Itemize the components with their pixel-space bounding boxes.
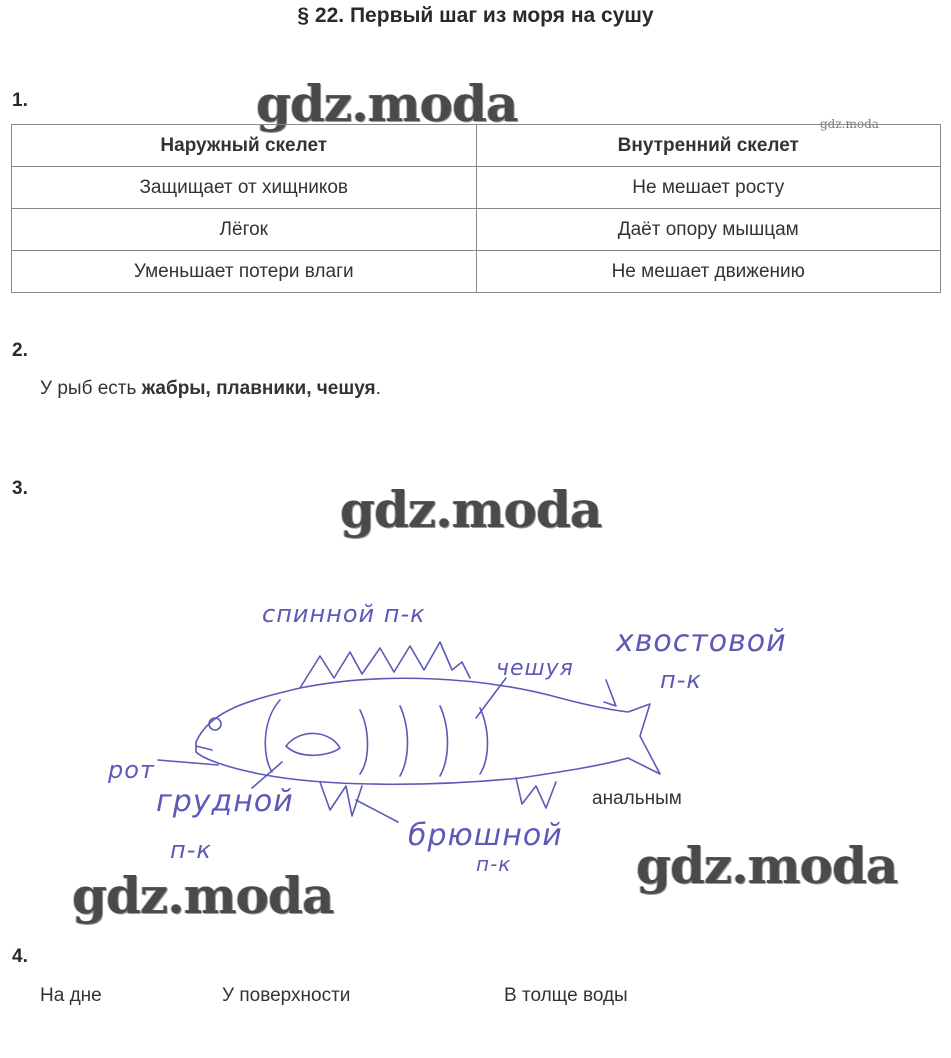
scale-lines — [360, 706, 488, 776]
ventral-pointer — [356, 800, 398, 822]
column-header-external: Наружный скелет — [12, 125, 477, 167]
table-row — [12, 251, 941, 293]
fish-gill-line — [265, 700, 280, 772]
label-pectoral-fin-abbr: п-к — [170, 836, 212, 864]
label-mouth: рот — [108, 756, 155, 784]
fish-eye — [209, 718, 221, 730]
label-dorsal-fin: спинной п-к — [262, 600, 426, 628]
table-cell: Не мешает росту — [476, 167, 941, 209]
table-cell: Не мешает движению — [476, 251, 941, 293]
watermark: gdz.moda — [256, 74, 518, 133]
task-1-number: 1. — [12, 90, 28, 111]
label-ventral-fin-abbr: п-к — [476, 852, 512, 876]
table-row — [12, 209, 941, 251]
option-water-column: В толще воды — [504, 985, 628, 1006]
table-cell: Лёгок — [12, 209, 477, 251]
label-anal-fin: анальным — [592, 788, 682, 809]
fish-mouth — [196, 746, 212, 750]
watermark: gdz.moda — [72, 866, 334, 925]
tail-pointer — [604, 680, 616, 706]
watermark-small: gdz.moda — [820, 117, 879, 131]
answer-prefix: У рыб есть — [40, 378, 142, 399]
label-scales: чешуя — [496, 656, 574, 681]
label-ventral-fin: брюшной — [408, 818, 563, 853]
skeleton-table — [11, 124, 941, 293]
table-cell: Даёт опору мышцам — [476, 209, 941, 251]
table-cell: Защищает от хищников — [12, 167, 477, 209]
table-header-row — [12, 125, 941, 167]
option-surface: У поверхности — [222, 985, 351, 1006]
answer-suffix: . — [375, 378, 381, 399]
task-2-number: 2. — [12, 340, 28, 361]
anal-fin — [516, 778, 556, 808]
table-row — [12, 167, 941, 209]
mouth-pointer — [158, 760, 218, 765]
watermark: gdz.moda — [340, 480, 602, 539]
pectoral-fin — [286, 733, 340, 755]
ventral-fin — [320, 782, 362, 816]
table-cell: Уменьшает потери влаги — [12, 251, 477, 293]
page-title: § 22. Первый шаг из моря на сушу — [297, 4, 654, 27]
label-tail-fin-abbr: п-к — [660, 666, 702, 694]
task-4-number: 4. — [12, 946, 28, 967]
dorsal-fin — [300, 642, 470, 688]
column-header-internal: Внутренний скелет — [476, 125, 941, 167]
watermark: gdz.moda — [636, 836, 898, 895]
label-tail-fin: хвостовой — [616, 624, 787, 659]
task-3-number: 3. — [12, 478, 28, 499]
label-pectoral-fin: грудной — [156, 784, 294, 819]
answer-bold: жабры, плавники, чешуя — [141, 378, 376, 399]
task-2-answer — [40, 378, 381, 400]
option-bottom: На дне — [40, 985, 102, 1006]
